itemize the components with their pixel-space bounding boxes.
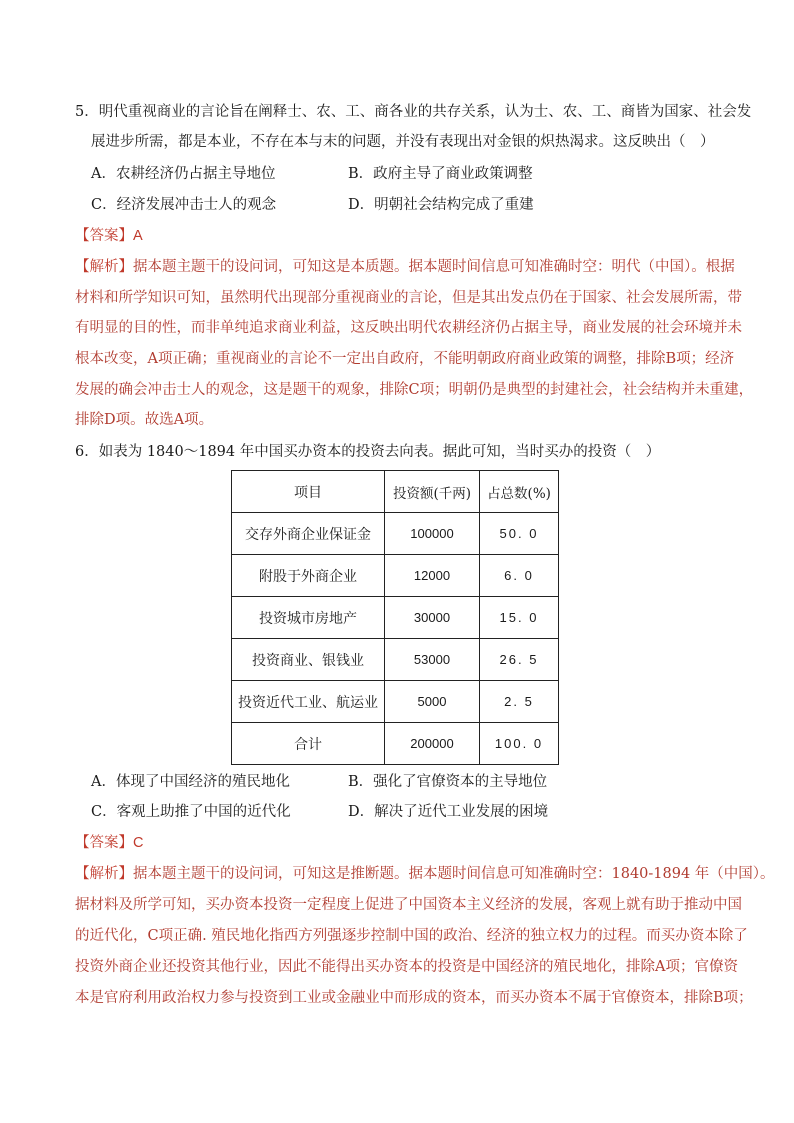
q5-stem-line1: 5．明代重视商业的言论旨在阐释士、农、工、商各业的共存关系，认为士、农、工、商皆为国家、社会发 (75, 104, 752, 120)
q5-stem-line2: 展进步所需，都是本业，不存在本与末的问题，并没有表现出对金银的炽热渴求。这反映出（ ） (91, 134, 715, 150)
q5-explanation-line3: 有明显的目的性，而非单纯追求商业利益，这反映出明代农耕经济仍占据主导，商业发展的社会环境并未 (75, 320, 742, 336)
table-cell: 26. 5 (480, 639, 559, 681)
table-header-cell: 项目 (232, 471, 385, 513)
table-total-row (232, 723, 559, 765)
table-header-cell: 占总数(%) (480, 471, 559, 513)
q6-explanation-line5: 本是官府利用政治权力参与投资到工业或金融业中而形成的资本，而买办资本不属于官僚资本，排除B项； (75, 990, 753, 1006)
q6-answer-label: 【答案】 (75, 835, 133, 851)
table-cell: 200000 (385, 723, 480, 765)
table-cell: 30000 (385, 597, 480, 639)
q6-answer (75, 833, 143, 853)
q5-explanation-line6: 排除D项。故选A项。 (75, 412, 214, 428)
table-header-row (232, 471, 559, 513)
table-cell: 12000 (385, 555, 480, 597)
q5-option-a: A．农耕经济仍占据主导地位 (91, 166, 276, 182)
table-row (232, 513, 559, 555)
q5-explanation-line2: 材料和所学知识可知，虽然明代出现部分重视商业的言论，但是其出发点仍在于国家、社会发展所需，带 (75, 290, 742, 306)
table-cell: 附股于外商企业 (232, 555, 385, 597)
table-cell: 15. 0 (480, 597, 559, 639)
table-row (232, 681, 559, 723)
q6-explanation-line2: 据材料及所学可知，买办资本投资一定程度上促进了中国资本主义经济的发展，客观上就有助于推动中国 (75, 897, 742, 913)
q5-option-c: C．经济发展冲击士人的观念 (91, 197, 277, 213)
table-header-cell: 投资额(千两) (385, 471, 480, 513)
table-cell: 合计 (232, 723, 385, 765)
table-cell: 5000 (385, 681, 480, 723)
q6-option-d: D．解决了近代工业发展的困境 (348, 804, 549, 820)
table-row (232, 639, 559, 681)
table-cell: 投资商业、银钱业 (232, 639, 385, 681)
table-cell: 53000 (385, 639, 480, 681)
q6-explanation-label: 【解析】 (75, 866, 133, 882)
q5-explanation-label: 【解析】 (75, 259, 133, 275)
table-cell: 100000 (385, 513, 480, 555)
table-cell: 50. 0 (480, 513, 559, 555)
q5-explanation-line4: 根本改变，A项正确；重视商业的言论不一定出自政府，不能明朝政府商业政策的调整，排除B项；经济 (75, 351, 735, 367)
q6-explanation-line1: 【解析】据本题主题干的设问词，可知这是推断题。据本题时间信息可知准确时空：1840-1894 年（中国）。 (75, 866, 775, 882)
table-cell: 投资近代工业、航运业 (232, 681, 385, 723)
q6-option-c: C．客观上助推了中国的近代化 (91, 804, 291, 820)
q5-explanation-line5: 发展的确会冲击士人的观念，这是题干的观象，排除C项；明朝仍是典型的封建社会，社会结构并未重建， (75, 382, 754, 398)
q5-answer (75, 226, 143, 246)
table-row (232, 555, 559, 597)
table-row (232, 597, 559, 639)
q6-stem: 6．如表为 1840～1894 年中国买办资本的投资去向表。据此可知，当时买办的投资（ ） (75, 444, 661, 460)
table-cell: 6. 0 (480, 555, 559, 597)
q6-explanation-line3: 的近代化，C项正确. 殖民地化指西方列强逐步控制中国的政治、经济的独立权力的过程。而买办资本除了 (75, 928, 748, 944)
q5-option-b: B．政府主导了商业政策调整 (348, 166, 533, 182)
table-cell: 2. 5 (480, 681, 559, 723)
q5-option-d: D．明朝社会结构完成了重建 (348, 197, 534, 213)
table-cell: 投资城市房地产 (232, 597, 385, 639)
table-cell: 100. 0 (480, 723, 559, 765)
q5-answer-label: 【答案】 (75, 228, 133, 244)
q6-option-b: B．强化了官僚资本的主导地位 (348, 774, 548, 790)
investment-table (231, 470, 559, 765)
q6-answer-value: C (133, 835, 144, 851)
q5-answer-value: A (133, 228, 143, 244)
q6-option-a: A．体现了中国经济的殖民地化 (91, 774, 290, 790)
table-cell: 交存外商企业保证金 (232, 513, 385, 555)
q6-explanation-line4: 投资外商企业还投资其他行业，因此不能得出买办资本的投资是中国经济的殖民地化，排除A项；官僚资 (75, 959, 738, 975)
q5-explanation-line1: 【解析】据本题主题干的设问词，可知这是本质题。据本题时间信息可知准确时空：明代（中国）。根据 (75, 259, 735, 275)
